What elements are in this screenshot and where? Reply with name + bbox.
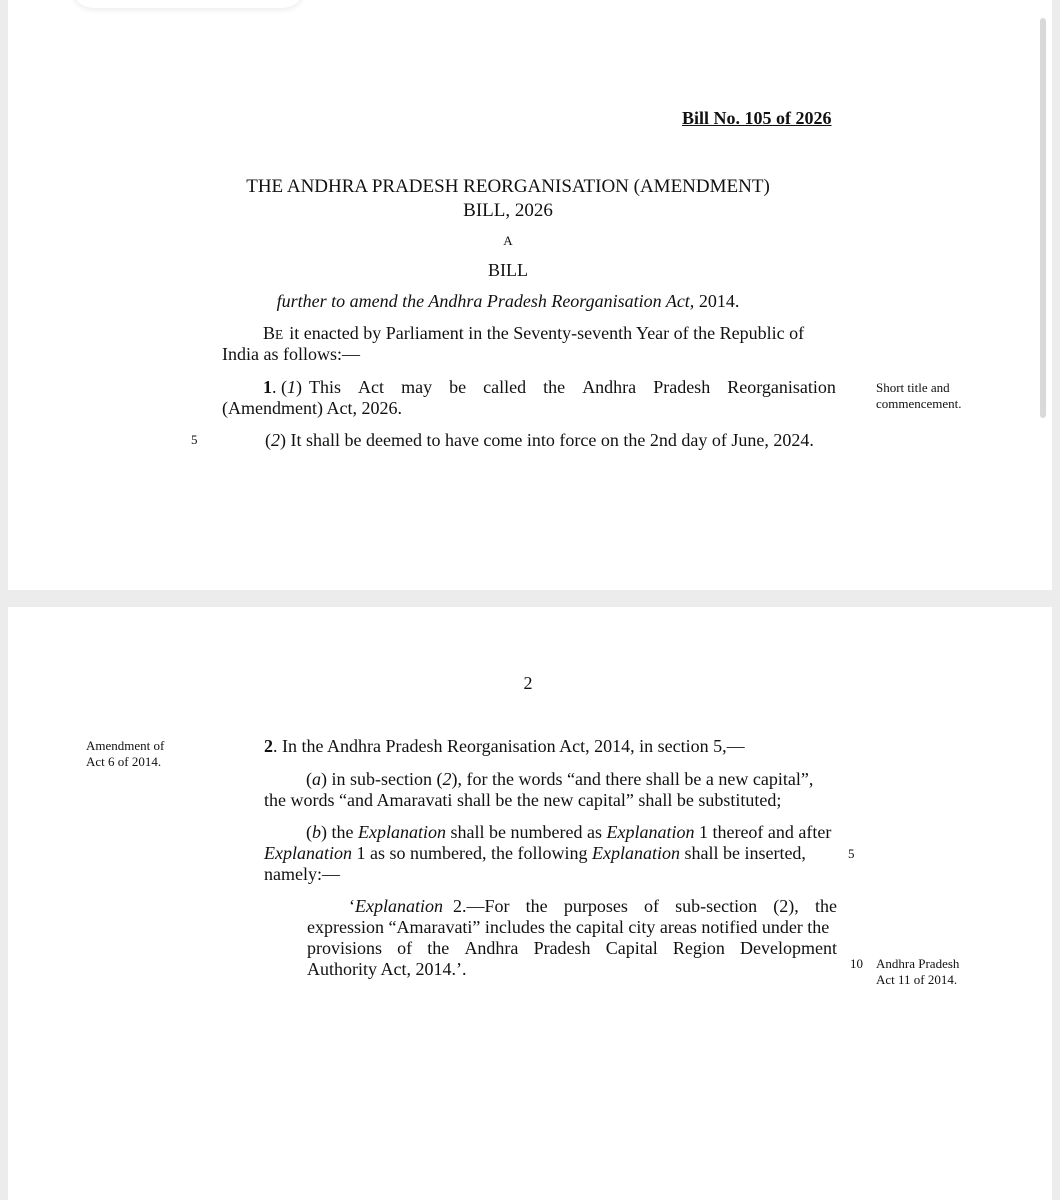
explanation-line3-word: provisions [307, 938, 383, 958]
margin-ap-1: Andhra Pradesh [876, 956, 960, 971]
a-sub: 2 [442, 769, 452, 789]
bill-heading: BILL [488, 260, 528, 280]
explanation-line1-word: the [525, 896, 548, 916]
s1-num: 1 [263, 377, 272, 397]
explanation-line3-word: Region [672, 938, 725, 958]
document-page-2 [8, 607, 1052, 1200]
explanation-line1-word: 2.—For [453, 896, 510, 916]
purpose-italic: further to amend the Andhra Pradesh Reorganisation Act, [276, 291, 695, 311]
section1-line1-word: called [483, 377, 527, 397]
clause-b-line3: namely:— [264, 864, 340, 884]
explanation-line2: expression “Amaravati” includes the capital city areas notified under the [307, 917, 830, 937]
expl-open: ‘ [349, 896, 355, 916]
s1-2-text: It shall be deemed to have come into force on the 2nd day of June, 2024. [286, 430, 814, 450]
purpose-year: 2014. [694, 291, 740, 311]
explanation-line3-word: Development [739, 938, 837, 958]
section1-words [309, 377, 836, 398]
section1-num: 1. (1) [263, 377, 302, 397]
margin-amend-2: Act 6 of 2014. [86, 754, 162, 769]
line-number-10: 10 [850, 956, 863, 971]
bill-title-line1: THE ANDHRA PRADESH REORGANISATION (AMENDMENT) [246, 176, 770, 197]
margin-short-title-2: commencement. [876, 396, 962, 411]
bill-title-line2: BILL, 2026 [463, 200, 553, 221]
margin-note-ap-act [876, 956, 959, 988]
line-number-5: 5 [848, 846, 855, 861]
b-p2: shall be numbered as [446, 822, 607, 842]
s2-num: 2 [264, 736, 273, 756]
margin-note-amendment [86, 738, 164, 770]
explanation-line1-word: purposes [563, 896, 628, 916]
section1-line1-word: may [401, 377, 433, 397]
a-p1: in sub-section ( [327, 769, 443, 789]
b-p1: the [327, 822, 358, 842]
article-a: A [503, 233, 513, 248]
explanation-line3-word: of [397, 938, 413, 958]
explanation-line3-word: the [427, 938, 450, 958]
enact-e: E [275, 327, 284, 342]
bill-purpose [188, 291, 828, 312]
clause-b-line2 [264, 843, 806, 864]
expl-line3-words [307, 938, 837, 959]
scrollbar-thumb[interactable] [1040, 18, 1046, 418]
bill-number: Bill No. 105 of 2026 [682, 108, 832, 128]
explanation-line3-word: Andhra [464, 938, 519, 958]
clause-b-label: b [312, 822, 321, 842]
section1-2: (2) It shall be deemed to have come into force on the 2nd day of June, 2024. [265, 430, 814, 450]
clause-b-line1: (b) the Explanation shall be numbered as Explanation 1 thereof and after [306, 822, 832, 842]
b-expl-1: Explanation [358, 822, 446, 842]
expl-head [349, 896, 443, 917]
explanation-line3-word: Pradesh [533, 938, 591, 958]
section1-line2: (Amendment) Act, 2026. [222, 398, 402, 418]
explanation-line4: Authority Act, 2014.’. [307, 959, 467, 979]
b-p4: 1 as so numbered, the following [352, 843, 592, 863]
page-number: 2 [523, 673, 533, 693]
section1-line1-word: be [449, 377, 467, 397]
b-expl-3: Explanation [264, 843, 352, 863]
explanation-line3 [307, 938, 837, 959]
a-p2: ), for the words “and there shall be a new capital”, [451, 769, 814, 789]
section1-line1-word: Andhra [582, 377, 637, 397]
explanation-line1-word: the [814, 896, 837, 916]
section1-line1-word: the [543, 377, 566, 397]
b-expl-2: Explanation [606, 822, 695, 842]
section2-heading [264, 736, 745, 757]
margin-amend-1: Amendment of [86, 738, 165, 753]
margin-short-title-1: Short title and [876, 380, 950, 395]
clause-a-label: a [312, 769, 321, 789]
s1-2-num: 2 [271, 430, 280, 450]
s1-sub: 1 [287, 377, 296, 397]
section1-line1-word: Reorganisation [727, 377, 836, 397]
expl-word: Explanation [355, 896, 443, 916]
b-p3: 1 thereof and after [694, 822, 832, 842]
enacting-line2: India as follows:— [222, 344, 360, 364]
top-tab [70, 0, 306, 8]
b-expl-4: Explanation [591, 843, 680, 863]
section1-line1-word: This [309, 377, 342, 397]
line-number-5: 5 [191, 432, 198, 447]
explanation-line1-word: of [643, 896, 659, 916]
explanation-line1-word: sub-section [675, 896, 758, 916]
enacting-line1 [263, 323, 837, 345]
margin-note-short-title [876, 380, 962, 412]
clause-a-line2: the words “and Amaravati shall be the new capital” shall be substituted; [264, 790, 782, 810]
section1-line1-word: Pradesh [653, 377, 711, 397]
clause-a-line1: (a) in sub-section (2), for the words “and there shall be a new capital”, [306, 769, 814, 789]
document-page-1 [8, 0, 1052, 590]
explanation-line3-word: Capital [605, 938, 658, 958]
s2-text: . In the Andhra Pradesh Reorganisation Act, 2014, in section 5,— [273, 736, 745, 756]
section1-line1 [263, 377, 836, 398]
enact-be [263, 323, 283, 345]
expl-line1-words [453, 896, 837, 917]
enact-b: B [263, 323, 276, 343]
b-p5: shall be inserted, [679, 843, 806, 863]
section1-line1-word: Act [358, 377, 385, 397]
explanation-line1-word: (2), [773, 896, 799, 916]
explanation-line1 [349, 896, 837, 917]
enact-rest: it enacted by Parliament in the Seventy-seventh Year of the Republic of [289, 323, 805, 343]
margin-ap-2: Act 11 of 2014. [876, 972, 958, 987]
